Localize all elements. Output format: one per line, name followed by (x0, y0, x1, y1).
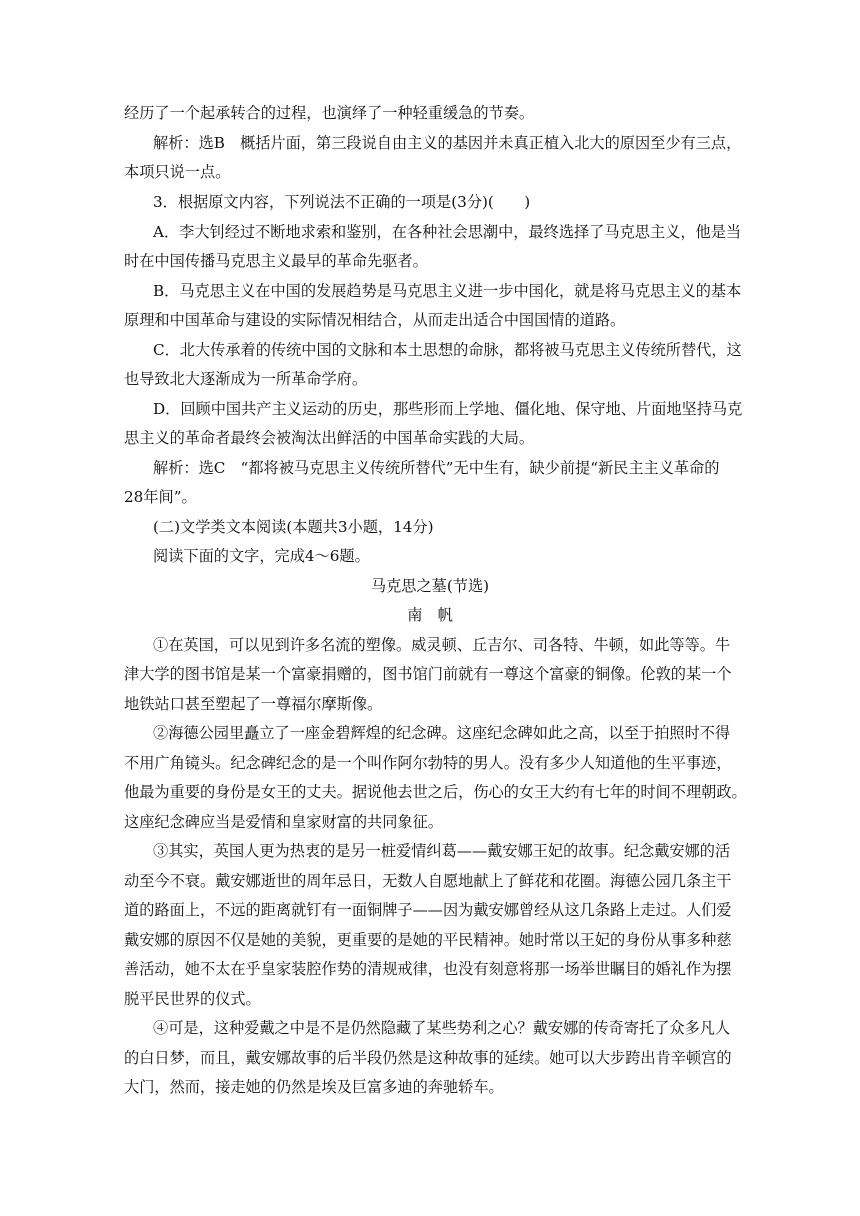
answer-analysis-line: 解析：选B 概括片面，第三段说自由主义的基因并未真正植入北大的原因至少有三点， (153, 134, 742, 152)
option-b-line: B．马克思主义在中国的发展趋势是马克思主义进一步中国化，就是将马克思主义的基本 (153, 282, 742, 300)
paragraph-4-line: ④可是，这种爱戴之中是不是仍然隐藏了某些势利之心？戴安娜的传奇寄托了众多凡人 (153, 1019, 731, 1037)
text-line: 地铁站口甚至塑起了一尊福尔摩斯像。 (124, 695, 383, 713)
paragraph-3-line: ③其实，英国人更为热衷的是另一桩爱情纠葛——戴安娜王妃的故事。纪念戴安娜的活 (153, 842, 731, 860)
option-a-line: A．李大钊经过不断地求索和鉴别，在各种社会思潮中，最终选择了马克思主义，他是当 (153, 223, 742, 241)
text-line: 他最为重要的身份是女王的丈夫。据说他去世之后，伤心的女王大约有七年的时间不理朝政。 (124, 783, 747, 801)
paragraph-2-line: ②海德公园里矗立了一座金碧辉煌的纪念碑。这座纪念碑如此之高，以至于拍照时不得 (153, 724, 731, 742)
text-line: 脱平民世界的仪式。 (124, 990, 261, 1008)
text-line: 这座纪念碑应当是爱情和皇家财富的共同象征。 (124, 813, 443, 831)
text-line: 不用广角镜头。纪念碑纪念的是一个叫作阿尔勃特的男人。没有多少人知道他的生平事迹， (124, 754, 732, 772)
text-line: 动至今不衰。戴安娜逝世的周年忌日，无数人自愿地献上了鲜花和花圈。海德公园几条主干 (124, 872, 732, 890)
text-line: 时在中国传播马克思主义最早的革命先驱者。 (124, 252, 428, 270)
article-author: 南 帆 (407, 606, 453, 624)
reading-instruction: 阅读下面的文字，完成4～6题。 (153, 547, 370, 565)
article-title: 马克思之墓(节选) (370, 577, 490, 595)
text-line: 本项只说一点。 (124, 163, 231, 181)
text-line: 善活动，她不太在乎皇家装腔作势的清规戒律，也没有刻意将那一场举世瞩目的婚礼作为摆 (124, 960, 732, 978)
text-line: 道的路面上，不远的距离就钉有一面铜牌子——因为戴安娜曾经从这几条路上走过。人们爱 (124, 901, 732, 919)
text-line: 28年间”。 (124, 488, 197, 506)
text-line: 大门，然而，接走她的仍然是埃及巨富多迪的奔驰轿车。 (124, 1078, 504, 1096)
text-line: 也导致北大逐渐成为一所革命学府。 (124, 370, 367, 388)
option-d-line: D．回顾中国共产主义运动的历史，那些形而上学地、僵化地、保守地、片面地坚持马克 (153, 400, 743, 418)
text-line: 原理和中国革命与建设的实际情况相结合，从而走出适合中国国情的道路。 (124, 311, 626, 329)
text-line: 经历了一个起承转合的过程，也演绎了一种轻重缓急的节奏。 (124, 104, 535, 122)
section-heading: (二)文学类文本阅读(本题共3小题，14分) (153, 518, 434, 536)
answer-analysis-line: 解析：选C “都将被马克思主义传统所替代”无中生有，缺少前提“新民主主义革命的 (153, 459, 720, 477)
option-c-line: C．北大传承着的传统中国的文脉和本土思想的命脉，都将被马克思主义传统所替代，这 (153, 341, 742, 359)
text-line: 的白日梦，而且，戴安娜故事的后半段仍然是这种故事的延续。她可以大步跨出肯辛顿宫的 (124, 1049, 732, 1067)
text-line: 戴安娜的原因不仅是她的美貌，更重要的是她的平民精神。她时常以王妃的身份从事多种慈 (124, 931, 732, 949)
text-line: 思主义的革命者最终会被淘汰出鲜活的中国革命实践的大局。 (124, 429, 535, 447)
paragraph-1-line: ①在英国，可以见到许多名流的塑像。威灵顿、丘吉尔、司各特、牛顿，如此等等。牛 (153, 636, 731, 654)
question-stem: 3．根据原文内容，下列说法不正确的一项是(3分)( ) (153, 193, 531, 211)
text-line: 津大学的图书馆是某一个富豪捐赠的，图书馆门前就有一尊这个富豪的铜像。伦敦的某一个 (124, 665, 732, 683)
